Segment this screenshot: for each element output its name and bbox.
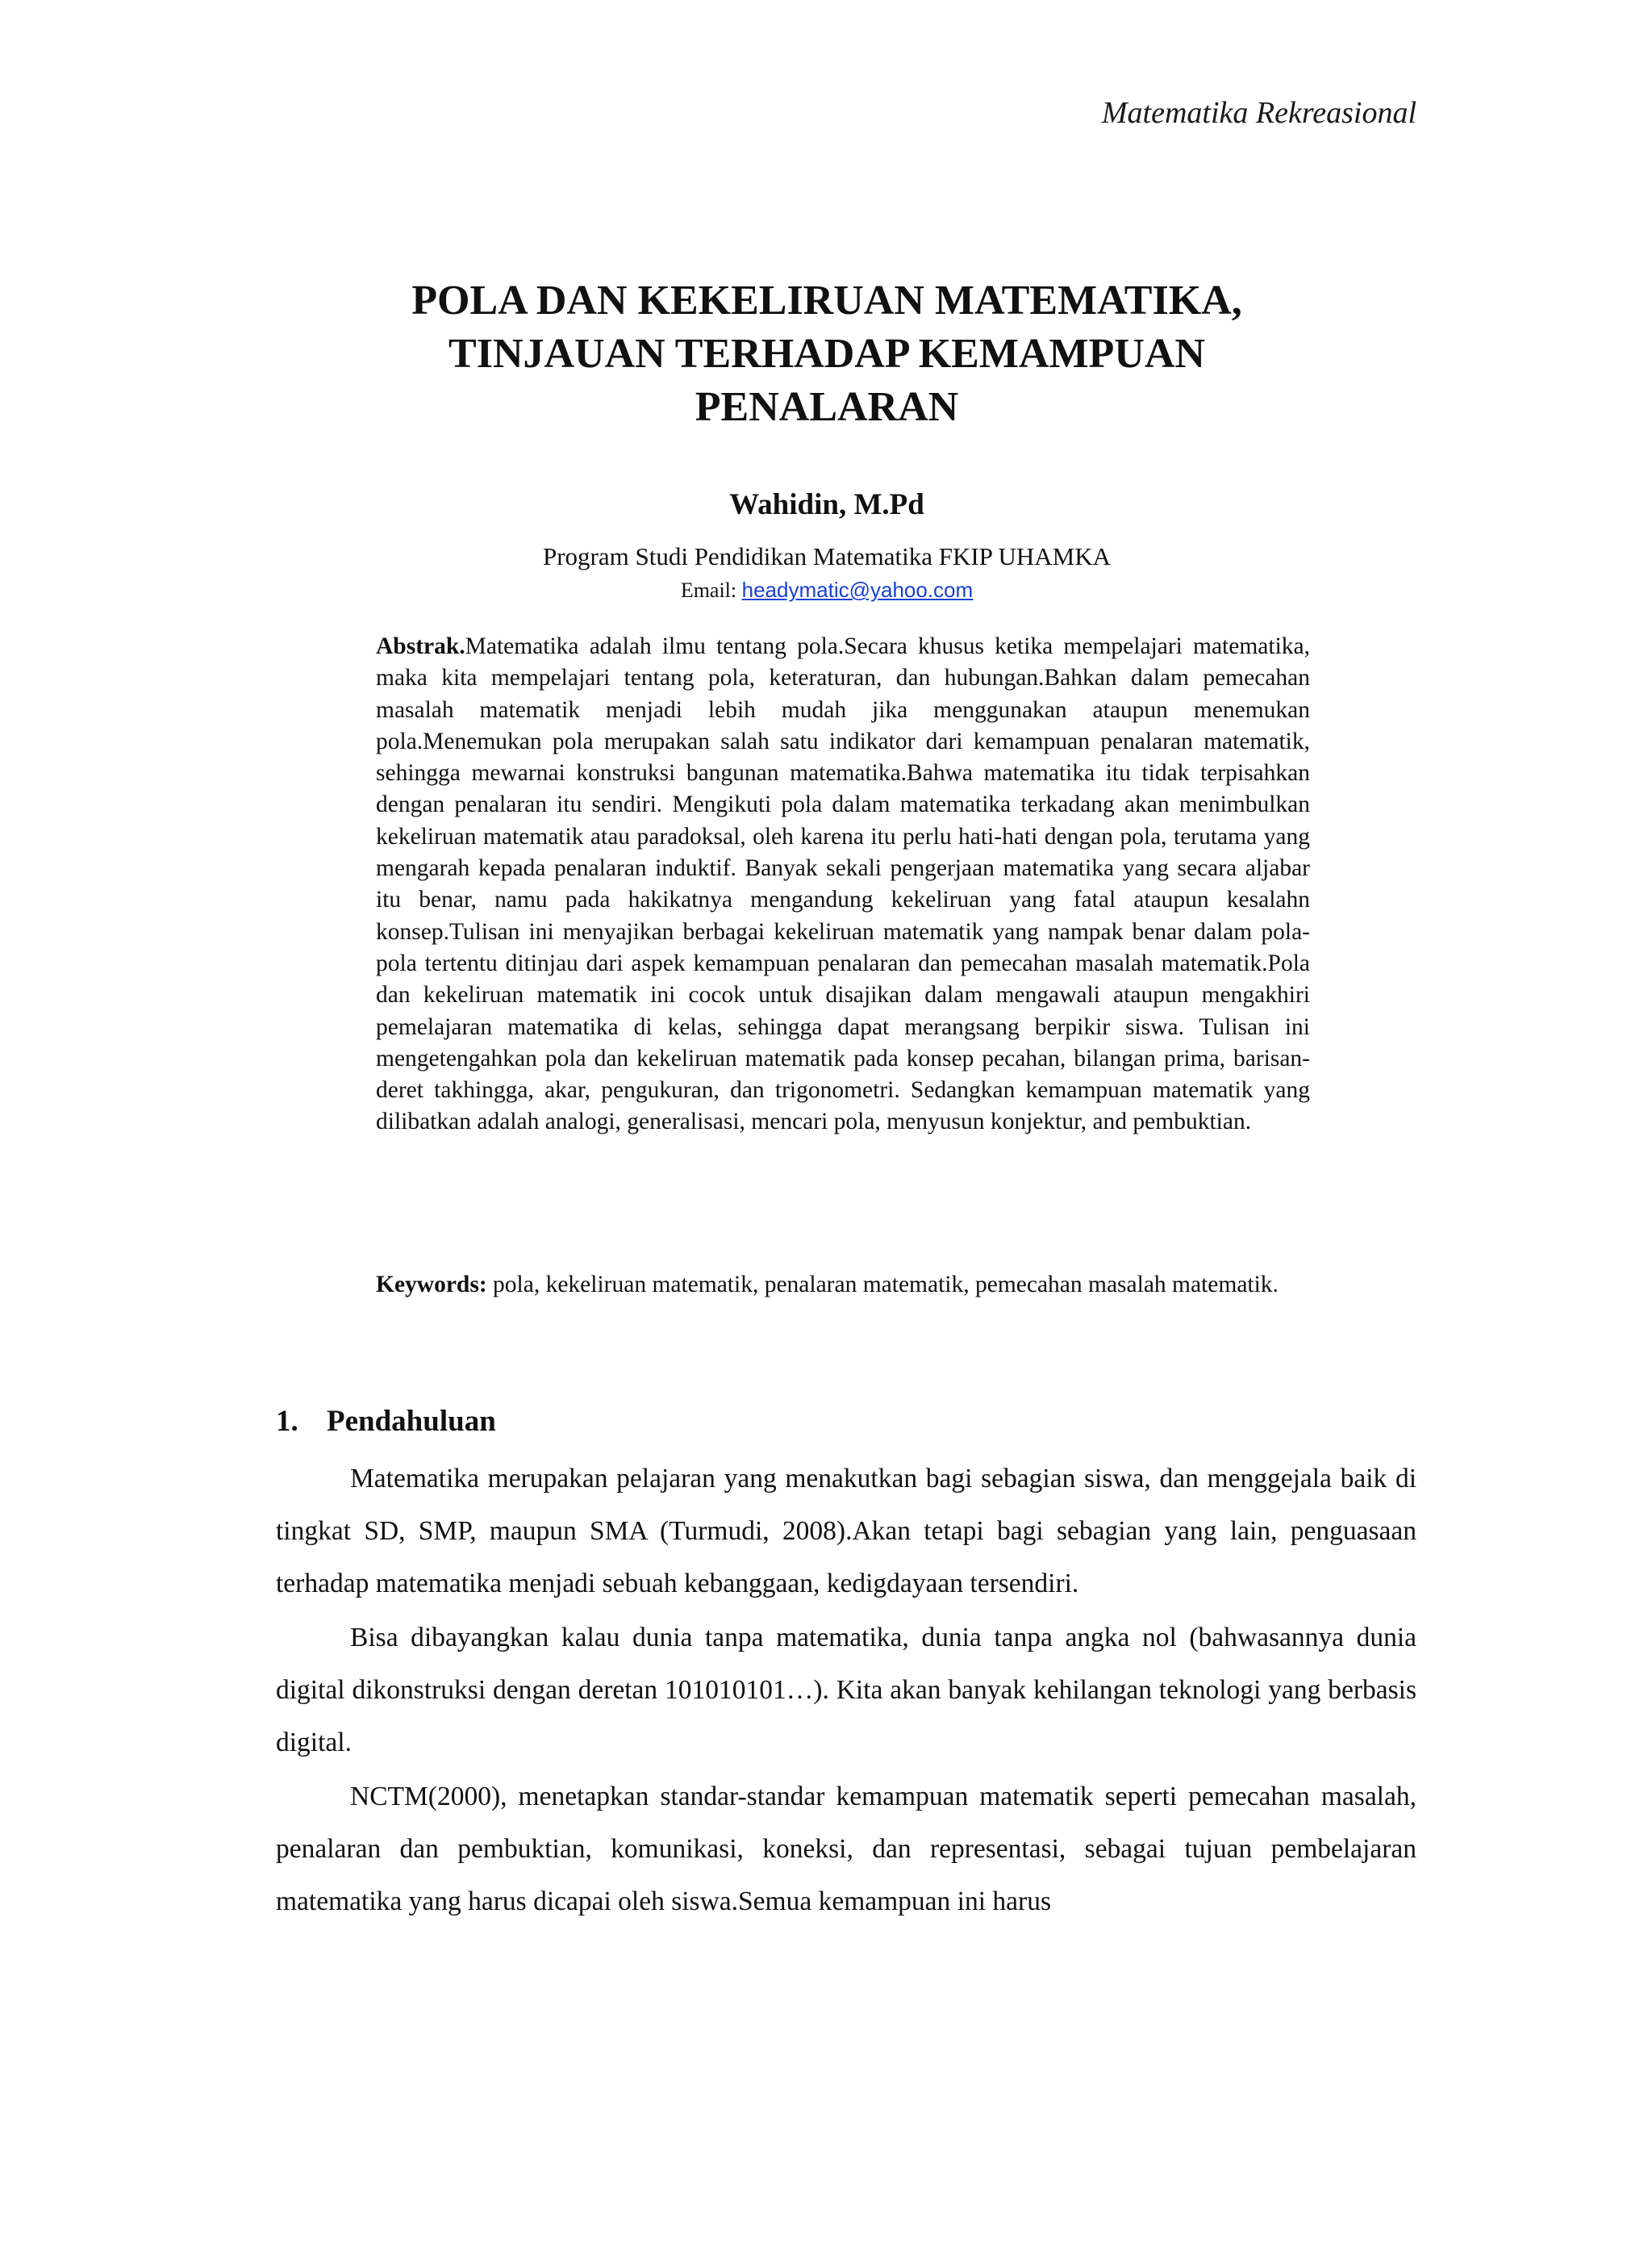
running-header: Matematika Rekreasional	[1101, 96, 1416, 130]
body-paragraph-2: Bisa dibayangkan kalau dunia tanpa matematika, dunia tanpa angka nol (bahwasannya dunia digital dikonstruksi dengan deretan 101010101…). Kita akan banyak kehilangan teknologi yang berbasis digital.	[276, 1623, 1416, 1757]
section-body	[276, 1452, 1416, 1929]
email-link[interactable]: headymatic@yahoo.com	[741, 578, 974, 602]
title-line-1: POLA DAN KEKELIRUAN MATEMATIKA,	[411, 278, 1242, 324]
keywords-text: pola, kekeliruan matematik, penalaran matematik, pemecahan masalah matematik.	[493, 1272, 1279, 1297]
abstract	[376, 631, 1310, 1138]
keywords	[376, 1268, 1310, 1301]
email-label: Email:	[680, 579, 737, 602]
section-title: Pendahuluan	[327, 1405, 496, 1438]
keywords-label: Keywords:	[376, 1272, 487, 1297]
title-line-2: TINJAUAN TERHADAP KEMAMPUAN	[448, 331, 1205, 377]
section-number: 1.	[276, 1405, 298, 1438]
author-name: Wahidin, M.Pd	[729, 488, 924, 521]
title-line-3: PENALARAN	[695, 384, 959, 430]
paper-title	[323, 274, 1331, 434]
abstract-label: Abstrak.	[376, 633, 465, 659]
email-line	[323, 578, 1331, 603]
body-paragraph-3: NCTM(2000), menetapkan standar-standar kemampuan matematik seperti pemecahan masalah, penalaran dan pembuktian, komunikasi, koneksi, dan representasi, sebagai tujuan pembelajaran matematika yang harus dicapai oleh siswa.Semua kemampuan ini harus	[276, 1782, 1416, 1916]
section-heading	[276, 1404, 496, 1439]
body-paragraph-1: Matematika merupakan pelajaran yang menakutkan bagi sebagian siswa, dan menggejala baik di tingkat SD, SMP, maupun SMA (Turmudi, 2008).Akan tetapi bagi sebagian yang lain, penguasaan terhadap matematika menjadi sebuah kebanggaan, kedigdayaan tersendiri.	[276, 1464, 1416, 1598]
abstract-text: Matematika adalah ilmu tentang pola.Secara khusus ketika mempelajari matematika, maka kita mempelajari tentang pola, keteraturan, dan hubungan.Bahkan dalam pemecahan masalah matematik menjadi lebih mudah jika menggunakan ataupun menemukan pola.Menemukan pola merupakan salah satu indikator dari kemampuan penalaran matematik, sehingga mewarnai konstruksi bangunan matematika.Bahwa matematika itu tidak terpisahkan dengan penalaran itu sendiri. Mengikuti pola dalam matematika terkadang akan menimbulkan kekeliruan matematik atau paradoksal, oleh karena itu perlu hati-hati dengan pola, terutama yang mengarah kepada penalaran induktif. Banyak sekali pengerjaan matematika yang secara aljabar itu benar, namu pada hakikatnya mengandung kekeliruan yang fatal ataupun kesalahn konsep.Tulisan ini menyajikan berbagai kekeliruan matematik yang nampak benar dalam pola-pola tertentu ditinjau dari aspek kemampuan penalaran dan pemecahan masalah matematik.Pola dan kekeliruan matematik ini cocok untuk disajikan dalam mengawali ataupun mengakhiri pemelajaran matematika di kelas, sehingga dapat merangsang berpikir siswa. Tulisan ini mengetengahkan pola dan kekeliruan matematik pada konsep pecahan, bilangan prima, barisan-deret takhingga, akar, pengukuran, dan trigonometri. Sedangkan kemampuan matematik yang dilibatkan adalah analogi, generalisasi, mencari pola, menyusun konjektur, and pembuktian.	[376, 633, 1310, 1135]
author-affiliation: Program Studi Pendidikan Matematika FKIP UHAMKA	[542, 542, 1112, 570]
